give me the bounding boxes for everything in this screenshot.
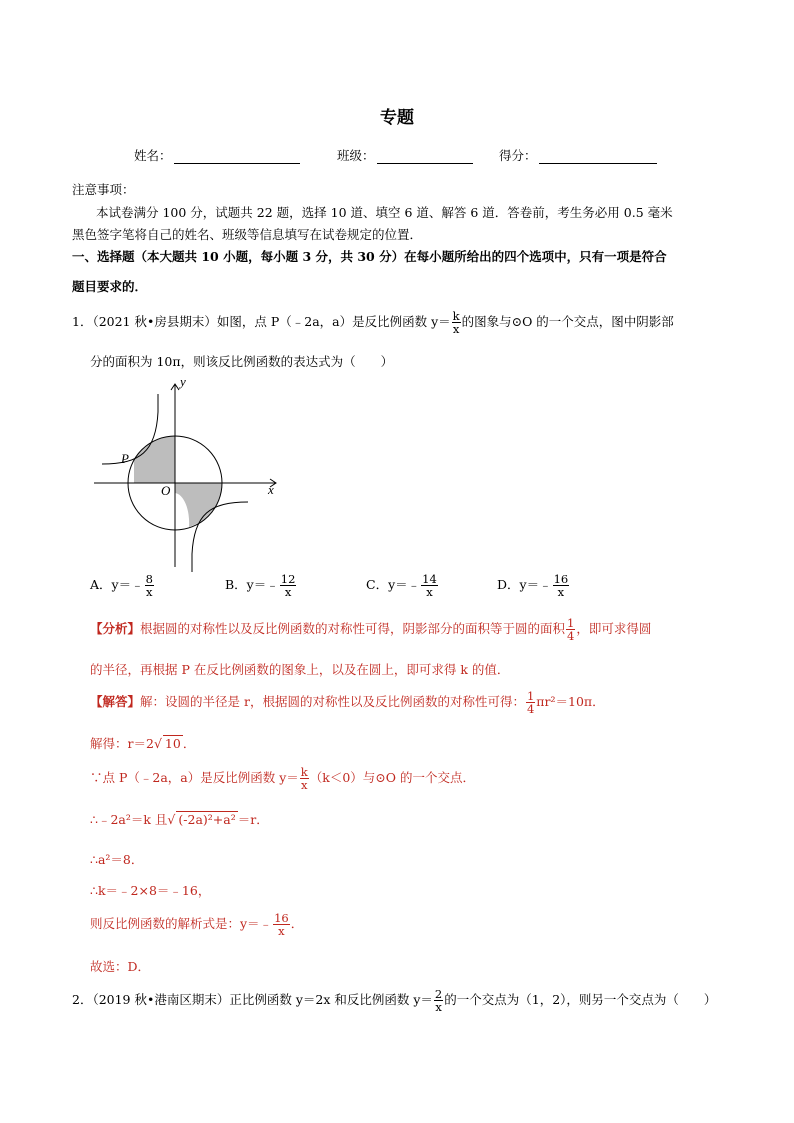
score-blank[interactable] — [539, 149, 657, 164]
option-c-num: 14 — [422, 572, 437, 586]
q2-frac-num: 2 — [434, 987, 443, 1001]
result-prefix: 则反比例函数的解析式是：y＝﹣ — [90, 916, 273, 932]
answer-tag: 【解答】 — [90, 694, 141, 710]
choose-line: 故选：D． — [90, 959, 151, 974]
answer-line-1 — [90, 690, 605, 715]
because-tail: （k＜0）与⊙O 的一个交点． — [309, 770, 475, 786]
option-d-den: x — [557, 585, 565, 600]
section-heading-line-2: 题目要求的． — [72, 279, 148, 294]
analysis-tag: 【分析】 — [90, 621, 141, 637]
q1-stem-line-2: 分的面积为 10π，则该反比例函数的表达式为（ ） — [90, 354, 394, 369]
q2-prefix: 2．（2019 秋•港南区期末）正比例函数 y＝2x 和反比例函数 y＝ — [72, 992, 433, 1008]
result-tail: ． — [290, 916, 304, 932]
therefore1-sqrt: (-2a)²+a² — [178, 812, 236, 827]
option-d-label: D．y＝﹣ — [497, 577, 552, 593]
option-b-num: 12 — [280, 572, 296, 586]
therefore-line-2: ∴a²＝8． — [90, 852, 144, 867]
therefore-line-3: ∴k＝﹣2×8＝﹣16， — [90, 883, 211, 898]
q2-frac-den: x — [435, 1000, 442, 1015]
option-a-fraction — [145, 573, 154, 598]
option-c[interactable] — [366, 573, 439, 598]
result-frac-den: x — [278, 924, 285, 939]
option-b[interactable] — [225, 573, 297, 598]
analysis-text: 根据圆的对称性以及反比例函数的对称性可得，阴影部分的面积等于圆的面积 — [140, 621, 566, 637]
score-label: 得分： — [499, 148, 537, 163]
analysis-frac-den: 4 — [567, 629, 575, 644]
origin-label: O — [161, 483, 171, 498]
page-title: 专题 — [380, 108, 414, 128]
therefore1-tail: ＝r． — [237, 812, 269, 827]
option-a-den: x — [146, 585, 153, 600]
q1-stem-prefix: 1．（2021 秋•房县期末）如图，点 P（﹣2a，a）是反比例函数 y＝ — [72, 314, 451, 330]
notice-line-2: 黑色签字笔将自己的姓名、班级等信息填写在试卷规定的位置． — [72, 227, 423, 242]
section-heading-line-1: 一、选择题（本大题共 10 小题，每小题 3 分，共 30 分）在每小题所给出的四个选项中，只有一项是符合 — [72, 249, 667, 264]
because-fraction — [300, 766, 309, 791]
option-d-fraction — [553, 573, 570, 598]
solve-prefix: 解得：r＝2 — [90, 736, 154, 751]
class-label: 班级： — [337, 148, 375, 163]
x-axis-label: x — [268, 482, 274, 497]
q2-stem — [72, 988, 716, 1013]
score-field — [499, 146, 657, 164]
shaded-region-top-left — [134, 436, 175, 483]
class-blank[interactable] — [377, 149, 473, 164]
because-line — [90, 766, 475, 791]
name-blank[interactable] — [174, 149, 300, 164]
q2-suffix: 的一个交点为（1，2），则另一个交点为（ ） — [444, 992, 717, 1008]
option-a[interactable] — [90, 573, 155, 598]
option-c-label: C．y＝﹣ — [366, 577, 421, 593]
class-field — [337, 146, 473, 164]
y-axis-label: y — [180, 374, 186, 389]
q1-stem-frac-num: k — [452, 309, 460, 323]
analysis-line-2: 的半径，再根据 P 在反比例函数的图象上，以及在圆上，即可求得 k 的值． — [90, 662, 510, 677]
option-c-den: x — [426, 585, 433, 600]
option-d[interactable] — [497, 573, 570, 598]
q1-stem-frac-den: x — [452, 322, 460, 337]
name-label: 姓名： — [134, 148, 172, 163]
result-fraction — [273, 912, 290, 937]
point-p-label: P — [121, 451, 129, 466]
answer-fraction — [526, 690, 535, 715]
answer-frac-den: 4 — [526, 702, 535, 717]
solve-line: 解得：r＝2√ 10 ． — [90, 736, 196, 751]
because-frac-den: x — [301, 778, 308, 793]
q1-stem-fraction — [452, 310, 461, 335]
answer-tail: πr²＝10π． — [536, 694, 605, 710]
analysis-tail: ，即可求得圆 — [576, 621, 652, 637]
option-a-label: A．y＝﹣ — [90, 577, 144, 593]
q1-stem-line-1 — [72, 310, 674, 335]
therefore1-prefix: ∴﹣2a²＝k 且 — [90, 812, 168, 827]
option-d-num: 16 — [553, 572, 569, 586]
notice-line-1: 本试卷满分 100 分，试题共 22 题，选择 10 道、填空 6 道、解答 6 道．答卷前，考生务必用 0.5 毫米 — [96, 205, 673, 220]
because-frac-num: k — [300, 765, 308, 779]
answer-frac-num: 1 — [526, 689, 535, 703]
analysis-fraction — [566, 617, 575, 642]
notice-heading: 注意事项： — [72, 182, 135, 197]
option-a-num: 8 — [145, 572, 153, 586]
analysis-frac-num: 1 — [567, 616, 575, 630]
result-frac-num: 16 — [274, 911, 289, 925]
q1-figure — [90, 372, 290, 572]
answer-text: 解：设圆的半径是 r，根据圆的对称性以及反比例函数的对称性可得： — [140, 694, 525, 710]
option-c-fraction — [421, 573, 438, 598]
analysis-line-1 — [90, 617, 651, 642]
option-b-den: x — [284, 585, 292, 600]
shaded-region-bottom-right — [175, 483, 222, 527]
option-b-label: B．y＝﹣ — [225, 577, 279, 593]
q2-fraction — [434, 988, 443, 1013]
name-field — [134, 146, 300, 164]
because-prefix: ∵点 P（﹣2a，a）是反比例函数 y＝ — [90, 770, 299, 786]
therefore-line-1: ∴﹣2a²＝k 且√ (-2a)²+a² ＝r． — [90, 812, 269, 827]
option-b-fraction — [280, 573, 297, 598]
solve-tail: ． — [182, 736, 196, 751]
q1-stem-suffix: 的图象与⊙O 的一个交点，图中阴影部 — [461, 314, 674, 330]
result-line — [90, 912, 303, 937]
solve-sqrt: 10 — [164, 736, 181, 751]
